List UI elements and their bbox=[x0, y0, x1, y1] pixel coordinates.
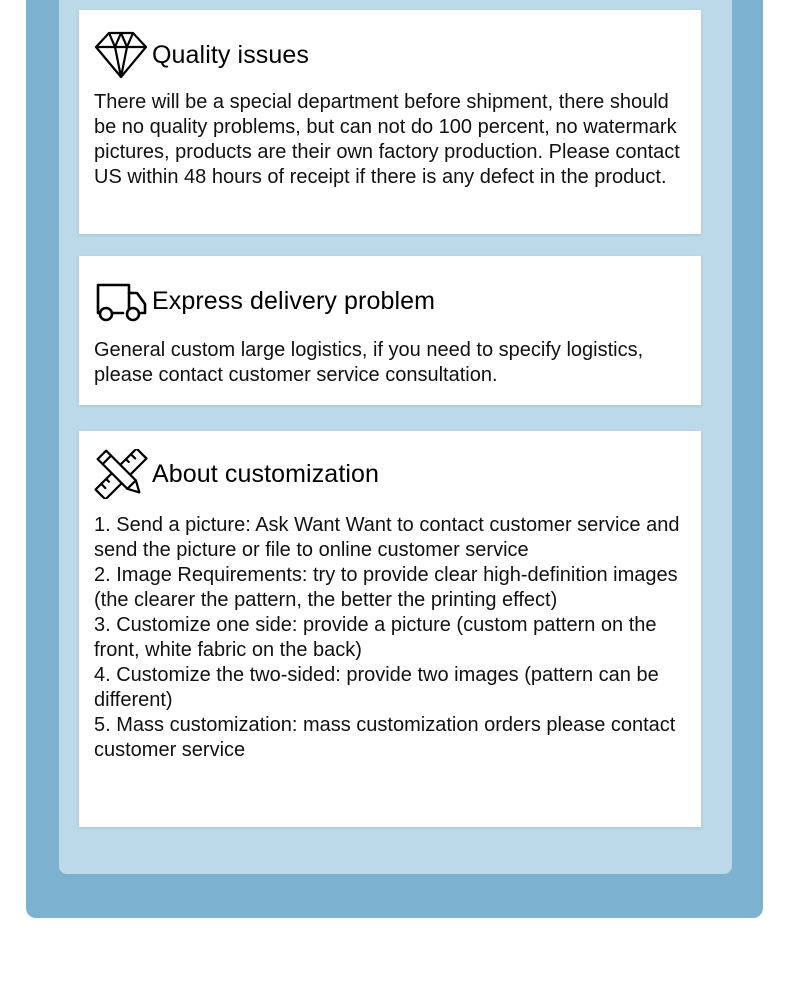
truck-icon bbox=[94, 276, 148, 326]
customization-title: About customization bbox=[152, 459, 380, 488]
list-item: 5. Mass customization: mass customization orders please contact customer service bbox=[94, 714, 676, 761]
list-item: 4. Customize the two-sided: provide two images (pattern can be different) bbox=[94, 664, 659, 711]
express-delivery-card bbox=[79, 256, 701, 405]
list-item: 2. Image Requirements: try to provide clear high-definition images (the clearer the pattern, the better the printing effect) bbox=[94, 564, 678, 611]
quality-issues-text: There will be a special department before shipment, there should be no quality problems, but can not do 100 percent, no watermark pictures, products are their own factory production. Please contact US within 48 hours of receipt if there is any defect in the product. bbox=[94, 91, 680, 188]
customization-header bbox=[94, 449, 695, 499]
list-item: 3. Customize one side: provide a picture (custom pattern on the front, white fabric on the back) bbox=[94, 614, 657, 661]
list-item: 1. Send a picture: Ask Want Want to contact customer service and send the picture or file to online customer service bbox=[94, 514, 680, 561]
express-delivery-title: Express delivery problem bbox=[152, 286, 436, 315]
customization-card bbox=[79, 431, 701, 827]
diamond-icon bbox=[94, 30, 148, 80]
express-delivery-text: General custom large logistics, if you need to specify logistics, please contact customer service consultation. bbox=[94, 339, 644, 386]
quality-issues-card bbox=[79, 10, 701, 234]
quality-issues-title: Quality issues bbox=[152, 40, 310, 69]
quality-issues-header bbox=[94, 30, 695, 80]
pencil-ruler-icon bbox=[94, 449, 148, 499]
customization-list bbox=[94, 513, 695, 763]
express-delivery-header bbox=[94, 276, 695, 326]
